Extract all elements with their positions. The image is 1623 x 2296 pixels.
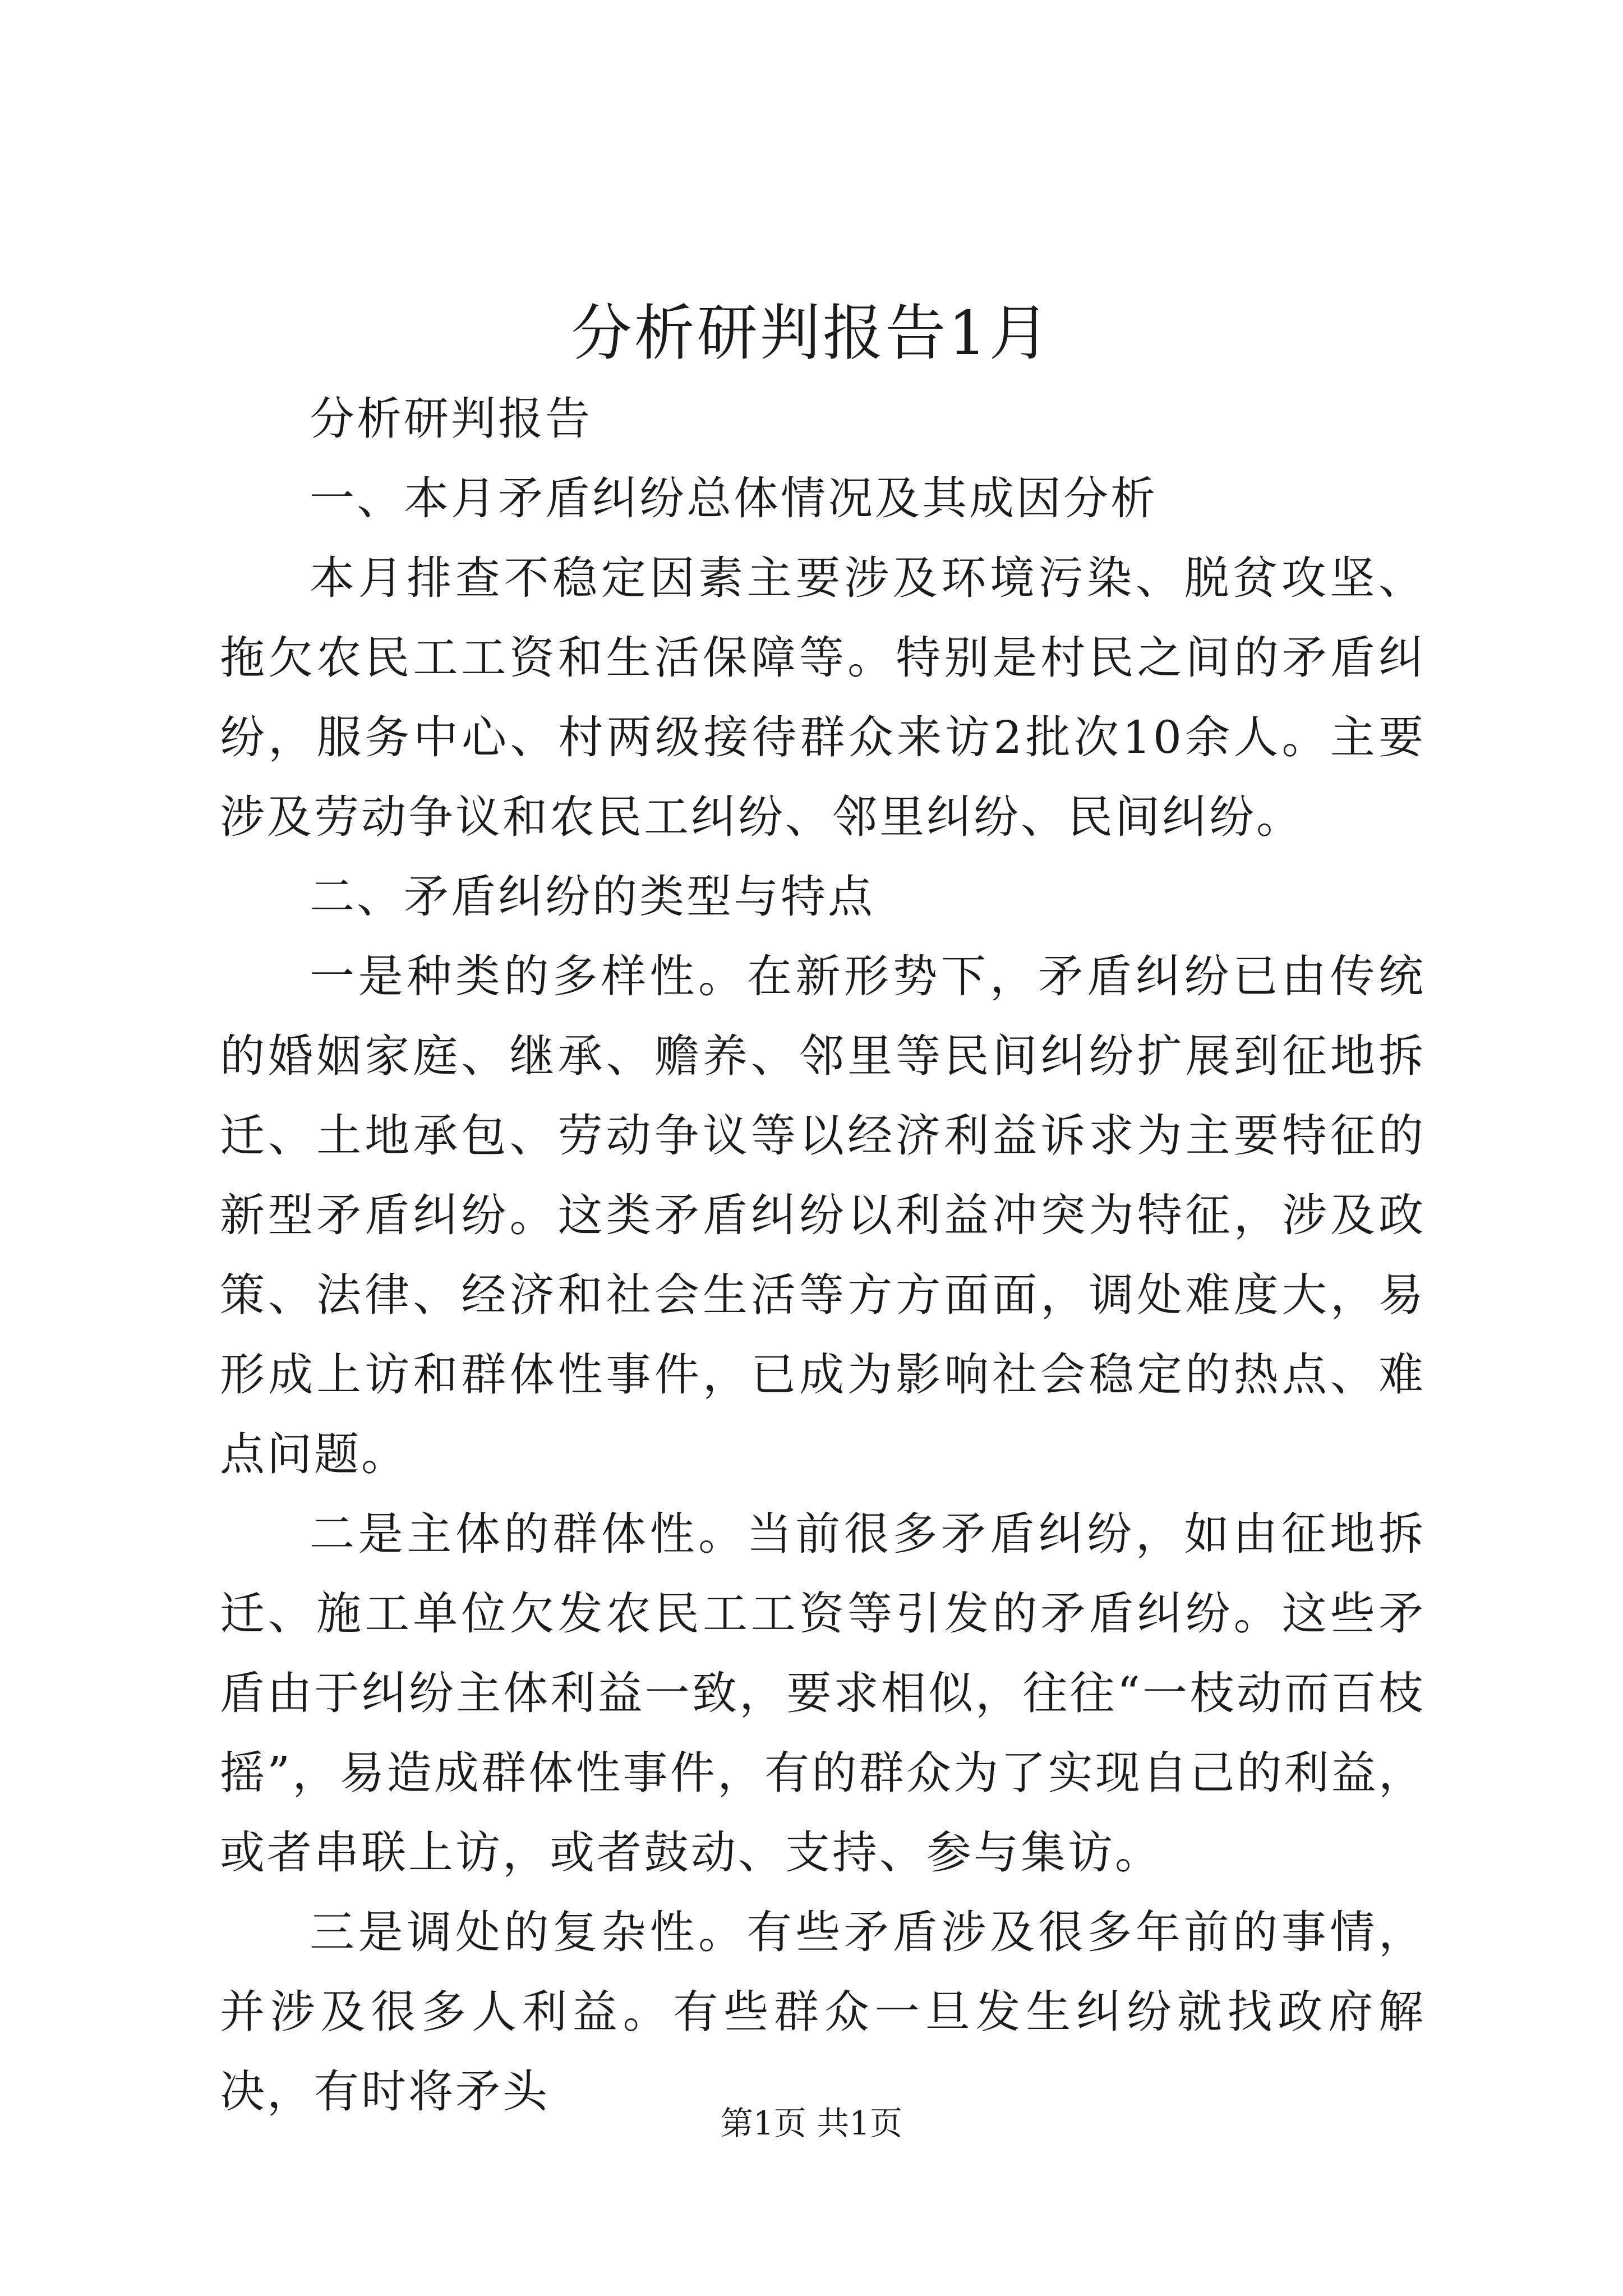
paragraph: 本月排查不稳定因素主要涉及环境污染、脱贫攻坚、拖欠农民工工资和生活保障等。特别是村民之间的矛盾纠纷，服务中心、村两级接待群众来访2批次10余人。主要涉及劳动争议和农民工纠纷、邻里纠纷、民间纠纷。: [220, 552, 1426, 843]
paragraph-heading: 分析研判报告: [310, 393, 592, 445]
section-heading-1: 一、本月矛盾纠纷总体情况及其成因分析: [310, 472, 1158, 524]
document-body: [220, 379, 1426, 2132]
document-title: 分析研判报告1月: [571, 298, 1052, 369]
paragraph: 一是种类的多样性。在新形势下，矛盾纠纷已由传统的婚姻家庭、继承、赡养、邻里等民间纠纷扩展到征地拆迁、土地承包、劳动争议等以经济利益诉求为主要特征的新型矛盾纠纷。这类矛盾纠纷以利益冲突为特征，涉及政策、法律、经济和社会生活等方方面面，调处难度大，易形成上访和群体性事件，已成为影响社会稳定的热点、难点问题。: [220, 950, 1426, 1480]
page-footer: 第1页 共1页: [720, 2104, 903, 2142]
paragraph: 三是调处的复杂性。有些矛盾涉及很多年前的事情，并涉及很多人利益。有些群众一旦发生纠纷就找政府解决，有时将矛头: [220, 1906, 1426, 2118]
paragraph: 二是主体的群体性。当前很多矛盾纠纷，如由征地拆迁、施工单位欠发农民工工资等引发的矛盾纠纷。这些矛盾由于纠纷主体利益一致，要求相似，往往“一枝动而百枝摇”，易造成群体性事件，有的群众为了实现自己的利益，或者串联上访，或者鼓动、支持、参与集访。: [220, 1508, 1426, 1879]
section-heading-2: 二、矛盾纠纷的类型与特点: [310, 871, 875, 923]
